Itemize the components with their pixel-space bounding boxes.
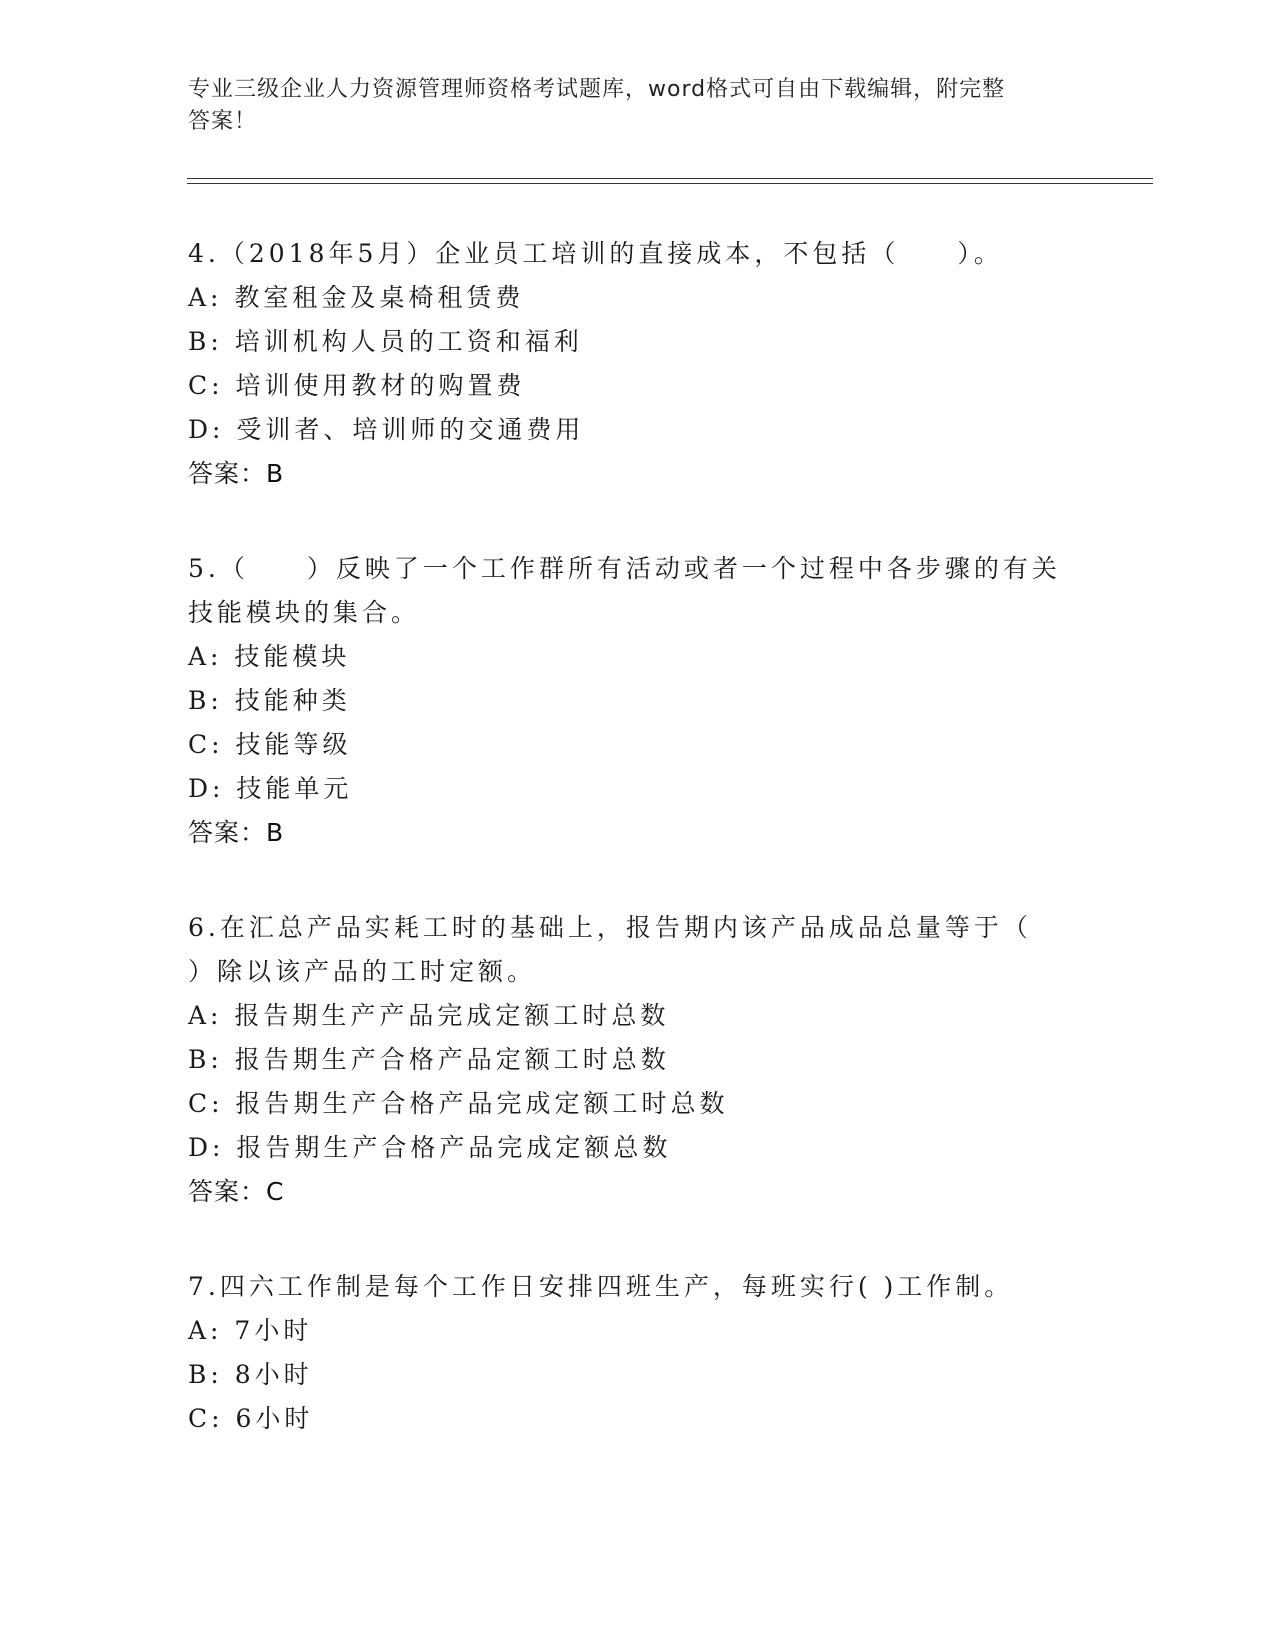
question-7-option-c: C: 6小时 (188, 1404, 314, 1433)
question-4-stem: 4.（2018年5月）企业员工培训的直接成本，不包括（ ）。 (188, 239, 1003, 268)
question-7-stem: 7.四六工作制是每个工作日安排四班生产，每班实行( )工作制。 (188, 1272, 1014, 1301)
question-6-option-b: B: 报告期生产合格产品定额工时总数 (188, 1045, 670, 1074)
question-6-answer: 答案：C (188, 1177, 285, 1206)
question-5-option-c: C: 技能等级 (188, 730, 352, 759)
question-5-option-d: D: 技能单元 (188, 774, 353, 803)
question-4-option-c: C: 培训使用教材的购置费 (188, 371, 526, 400)
question-4-option-a: A: 教室租金及桌椅租赁费 (188, 283, 525, 312)
question-5-answer: 答案：B (188, 818, 285, 847)
question-6-stem-line-1: 6.在汇总产品实耗工时的基础上，报告期内该产品成品总量等于（ (188, 913, 1032, 942)
question-6-option-d: D: 报告期生产合格产品完成定额总数 (188, 1133, 672, 1162)
header-rule-bottom (187, 183, 1153, 184)
question-4-option-b: B: 培训机构人员的工资和福利 (188, 327, 583, 356)
header-rule-top (187, 178, 1153, 179)
question-5-option-b: B: 技能种类 (188, 686, 351, 715)
question-5-option-a: A: 技能模块 (188, 642, 351, 671)
question-4-answer: 答案：B (188, 459, 285, 488)
question-7-option-a: A: 7小时 (188, 1316, 313, 1345)
question-6-option-c: C: 报告期生产合格产品完成定额工时总数 (188, 1089, 729, 1118)
question-6-option-a: A: 报告期生产产品完成定额工时总数 (188, 1001, 670, 1030)
question-7-option-b: B: 8小时 (188, 1360, 313, 1389)
document-header (188, 74, 1068, 138)
question-5-stem-line-1: 5.（ ）反映了一个工作群所有活动或者一个过程中各步骤的有关 (188, 554, 1061, 583)
question-5-stem-line-2: 技能模块的集合。 (188, 598, 421, 627)
header-line-1: 专业三级企业人力资源管理师资格考试题库，word格式可自由下载编辑，附完整 (188, 77, 1006, 102)
question-6-stem-line-2: ）除以该产品的工时定额。 (188, 957, 537, 986)
question-4-option-d: D: 受训者、培训师的交通费用 (188, 415, 585, 444)
header-line-2: 答案！ (188, 109, 258, 134)
